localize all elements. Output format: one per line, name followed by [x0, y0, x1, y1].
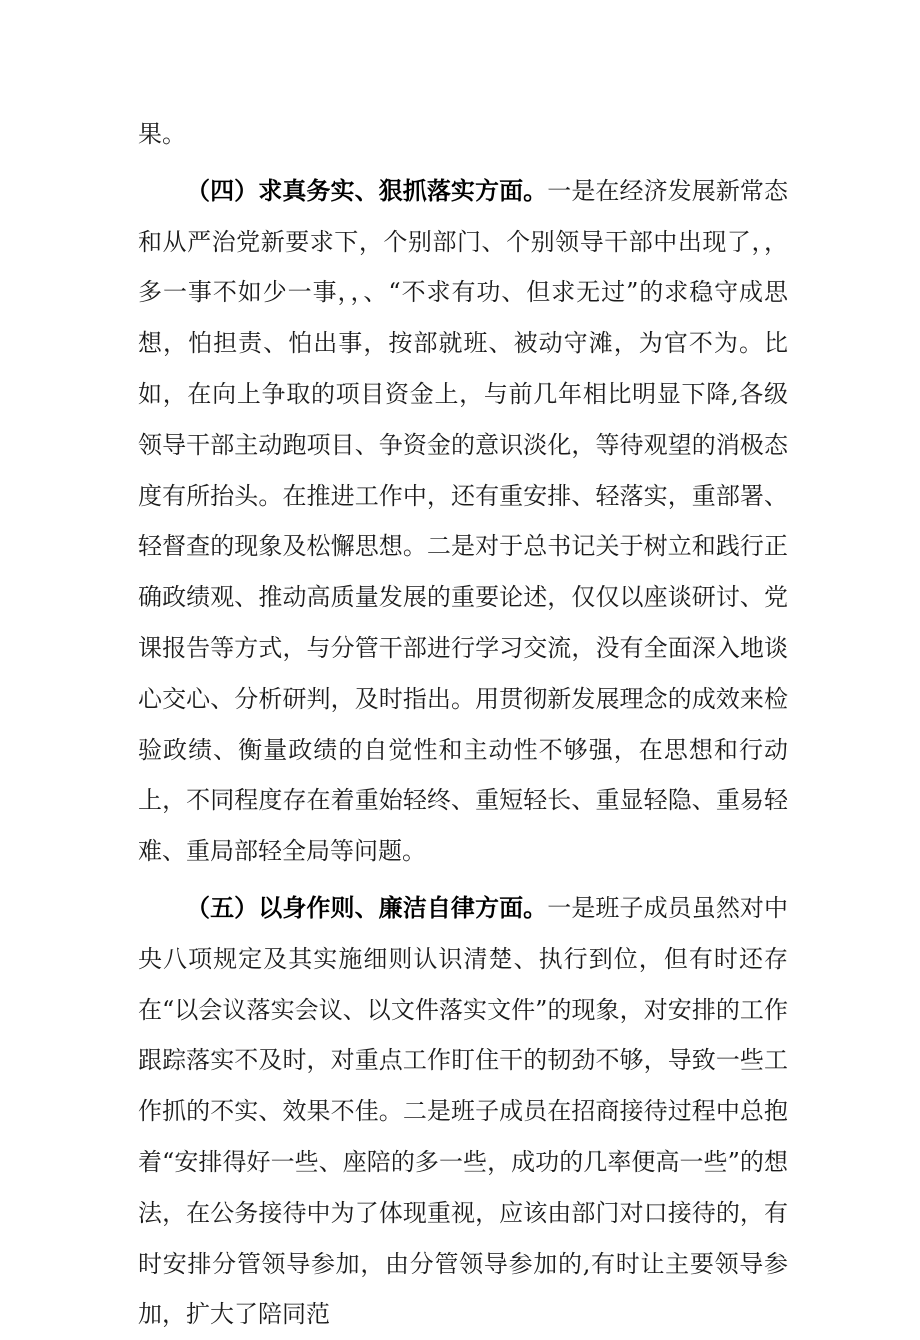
paragraph-section-five	[138, 883, 788, 1340]
paragraph-text: 一是班子成员虽然对中央八项规定及其实施细则认识清楚、执行到位，但有时还存在“以会议落实会议、以文件落实文件”的现象，对安排的工作跟踪落实不及时，对重点工作盯住干的韧劲不够，导致一些工作抓的不实、效果不佳。二是班子成员在招商接待过程中总抱着“安排得好一些、座陪的多一些，成功的几率便高一些”的想法，在公务接待中为了体现重视，应该由部门对口接待的，有时安排分管领导参加，由分管领导参加的,有时让主要领导参加，扩大了陪同范	[138, 893, 788, 1329]
paragraph-text: 一是在经济发展新常态和从严治党新要求下，个别部门、个别领导干部中出现了，，多一事不如少一事，，、“不求有功、但求无过”的求稳守成思想，怕担责、怕出事，按部就班、被动守滩，为官不为。比如，在向上争取的项目资金上，与前几年相比明显下降,各级领导干部主动跑项目、争资金的意识淡化，等待观望的消极态度有所抬头。在推进工作中，还有重安排、轻落实，重部署、轻督查的现象及松懈思想。二是对于总书记关于树立和践行正确政绩观、推动高质量发展的重要论述，仅仅以座谈研讨、党课报告等方式，与分管干部进行学习交流，没有全面深入地谈心交心、分析研判，及时指出。用贯彻新发展理念的成效来检验政绩、衡量政绩的自觉性和主动性不够强，在思想和行动上，不同程度存在着重始轻终、重短轻长、重显轻隐、重易轻难、重局部轻全局等问题。	[138, 176, 788, 866]
section-heading: （五）以身作则、廉洁自律方面。	[186, 892, 548, 922]
section-heading: （四）求真务实、狠抓落实方面。	[186, 175, 548, 205]
paragraph-continuation	[138, 109, 788, 160]
paragraph-section-four	[138, 166, 788, 877]
document-body	[138, 109, 788, 1340]
paragraph-text: 果。	[138, 120, 186, 148]
